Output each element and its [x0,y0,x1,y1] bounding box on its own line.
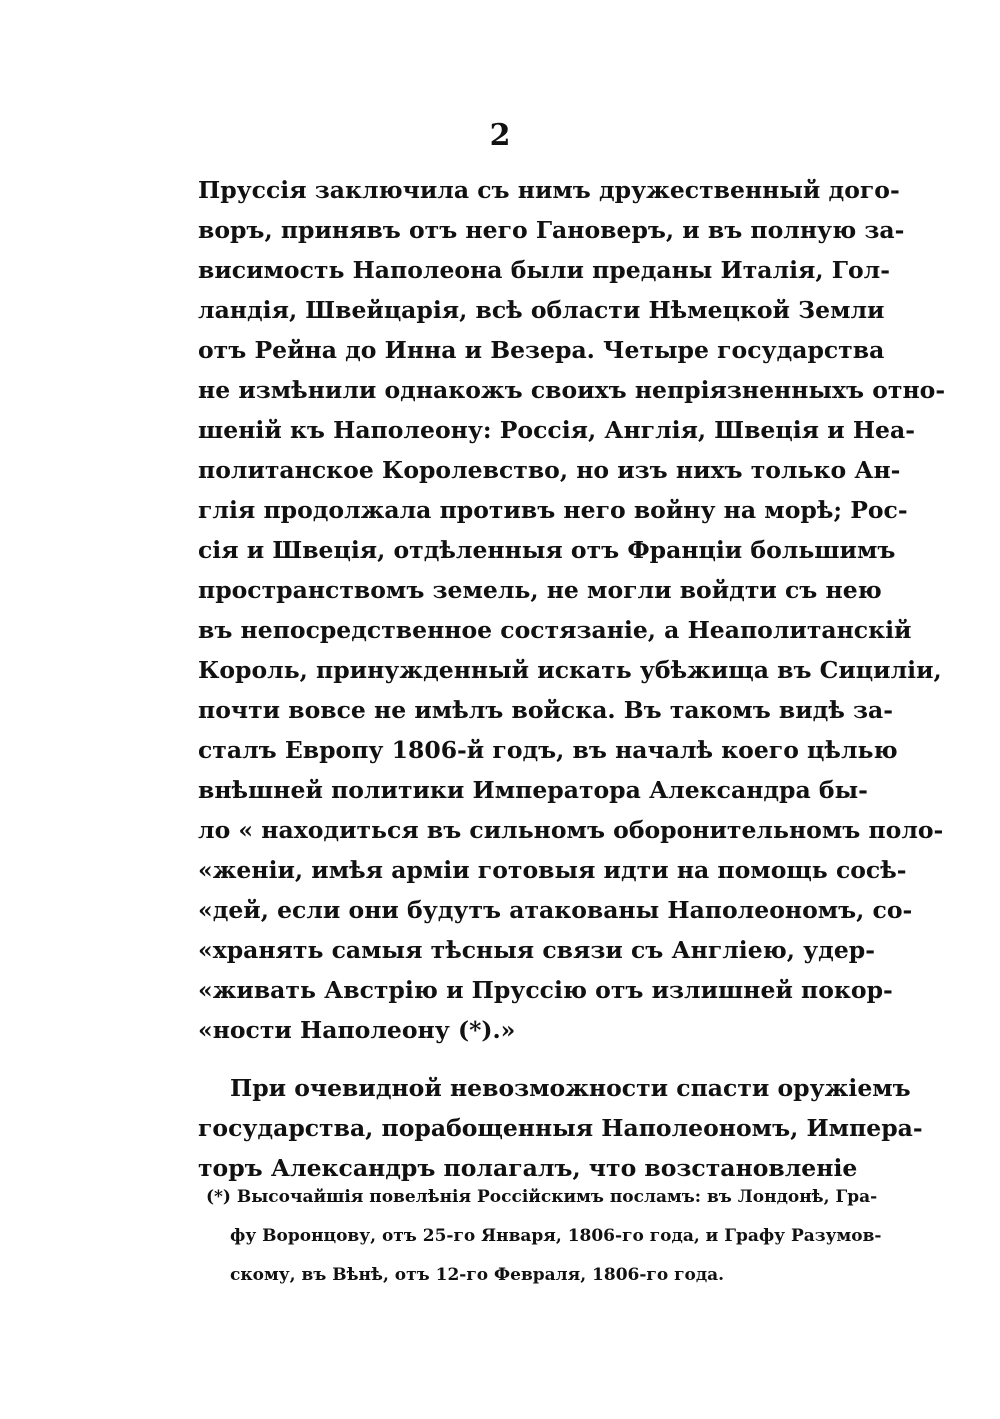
text-line: не измѣнили однакожъ своихъ непріязненныхъ отно- [198,376,946,404]
text-line: «дей, если они будутъ атакованы Наполеономъ, со- [198,896,913,924]
text-line: Пруссія заключила съ нимъ дружественный дого- [198,176,900,204]
text-line: воръ, принявъ отъ него Гановеръ, и въ полную за- [198,216,905,244]
text-line: «женіи, имѣя арміи готовыя идти на помощь сосѣ- [198,856,907,884]
text-line: «ности Наполеону (*).» [198,1016,516,1044]
footnote-line: (*) Высочайшія повелѣнія Россійскимъ посламъ: въ Лондонѣ, Гра- [206,1187,878,1207]
text-line: ло « находиться въ сильномъ оборонительномъ поло- [198,816,944,844]
text-line: въ непосредственное состязаніе, а Неаполитанскій [198,616,912,644]
text-line: пространствомъ земель, не могли войдти съ нею [198,576,882,604]
body-text [198,170,946,1188]
text-line: ландія, Швейцарія, всѣ области Нѣмецкой Земли [198,296,885,324]
footnote-line: скому, въ Вѣнѣ, отъ 12-го Февраля, 1806-го года. [230,1265,725,1285]
paragraph-gap [198,1050,848,1068]
text-line: шеній къ Наполеону: Россія, Англія, Швеція и Неа- [198,416,915,444]
footnote [206,1178,882,1295]
text-line: почти вовсе не имѣлъ войска. Въ такомъ видѣ за- [198,696,894,724]
footnote-line: фу Воронцову, отъ 25-го Января, 1806-го года, и Графу Разумов- [230,1226,882,1246]
page-number: 2 [489,118,511,153]
text-line: торъ Александръ полагалъ, что возстановленіе [198,1154,858,1182]
text-line: сталъ Европу 1806-й годъ, въ началѣ коего цѣлью [198,736,898,764]
text-line: отъ Рейна до Инна и Везера. Четыре государства [198,336,885,364]
text-line: Король, принужденный искать убѣжища въ Сициліи, [198,656,942,684]
text-line: «живать Австрію и Пруссію отъ излишней покор- [198,976,893,1004]
text-line: висимость Наполеона были преданы Италія, Гол- [198,256,890,284]
text-line: сія и Швеція, отдѣленныя отъ Франціи большимъ [198,536,896,564]
text-line: «хранять самыя тѣсныя связи съ Англіею, удер- [198,936,875,964]
text-line: внѣшней политики Императора Александра бы- [198,776,868,804]
text-line: политанское Королевство, но изъ нихъ только Ан- [198,456,901,484]
text-line: глія продолжала противъ него войну на морѣ; Рос- [198,496,908,524]
text-line: При очевидной невозможности спасти оружіемъ [230,1074,911,1102]
text-line: государства, порабощенныя Наполеономъ, Импера- [198,1114,923,1142]
